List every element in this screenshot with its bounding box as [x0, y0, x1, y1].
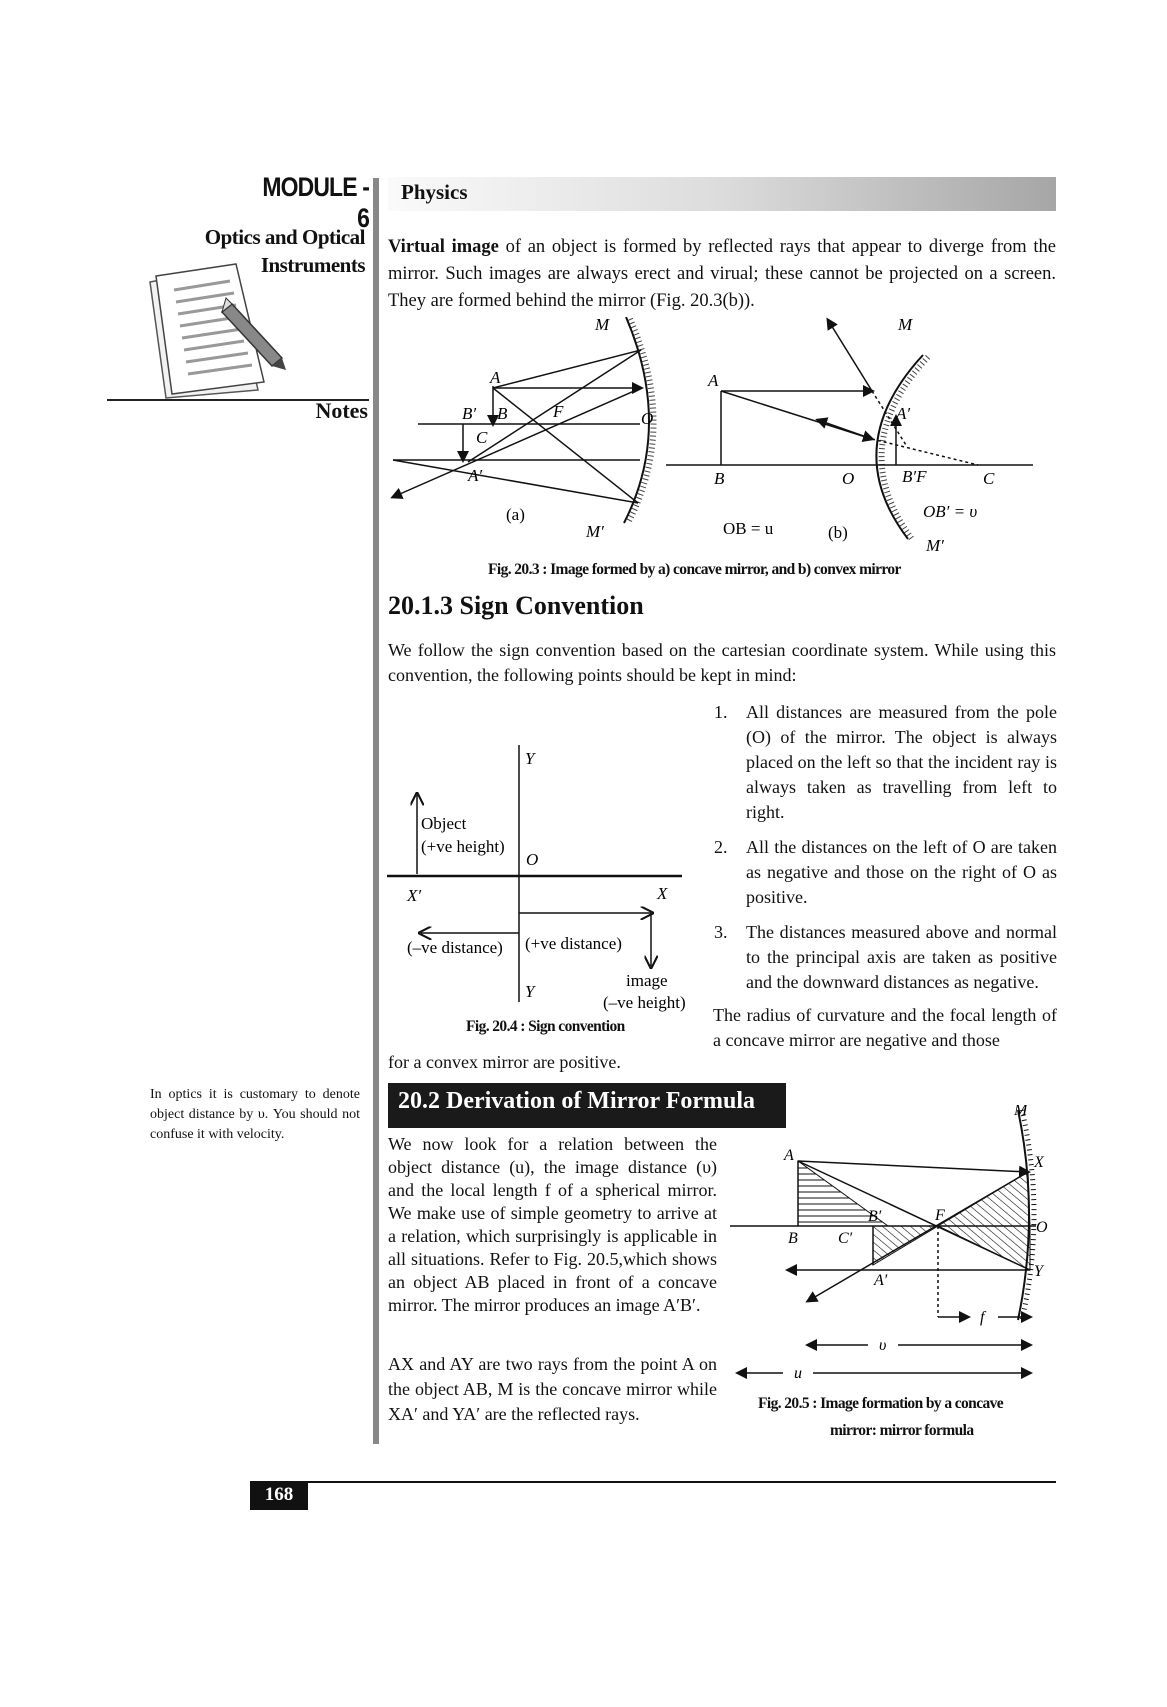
label-c-O: O: [1036, 1219, 1048, 1236]
label-O: O: [526, 850, 539, 869]
label-pos-height: (+ve height): [421, 837, 505, 856]
derivation-heading: 20.2 Derivation of Mirror Formula: [398, 1088, 756, 1114]
label-a-tag: (a): [506, 505, 525, 524]
label-pos-distance: (+ve distance): [525, 934, 622, 953]
label-image: image: [626, 971, 668, 990]
virtual-image-paragraph: Virtual image of an object is formed by reflected rays that appear to diverge from the mirror. Such images are always erect and virual; these cannot be projected on a screen. They are formed behind the mirror (Fig. 20.3(b)).: [388, 237, 1056, 311]
label-a-B: B: [497, 404, 508, 423]
label-c-A: A: [784, 1147, 794, 1164]
label-b-obv: OB′ = υ: [923, 502, 978, 521]
label-c-u: u: [794, 1365, 802, 1382]
figure-20-3a: [393, 317, 654, 523]
sign-convention-intro: We follow the sign convention based on the cartesian coordinate system. While using this convention, the following points should be kept in mind:: [388, 640, 1056, 685]
label-a-Mp: M′: [586, 522, 604, 541]
label-c-v: υ: [879, 1337, 887, 1354]
radius-paragraph: The radius of curvature and the focal length of a concave mirror are negative and those: [713, 1005, 1057, 1050]
label-c-Y: Y: [1034, 1263, 1043, 1280]
figure-20-5: [728, 1105, 1058, 1390]
label-b-obu: OB = u: [723, 519, 774, 538]
list-item: 2. All the distances on the left of O are taken as negative and those on the right of O as positive.: [714, 837, 1057, 907]
footer-rule: [250, 1481, 1056, 1483]
label-neg-distance: (–ve distance): [407, 938, 503, 957]
label-b-tag: (b): [828, 523, 848, 542]
label-b-B: B: [714, 469, 725, 488]
figure-20-4: [385, 740, 695, 1015]
label-c-B: B: [788, 1230, 798, 1247]
label-a-F: F: [553, 402, 564, 421]
side-note: In optics it is customary to denote object distance by υ. You should not confuse it with velocity.: [150, 1087, 360, 1142]
label-c-Ap: A′: [874, 1272, 888, 1289]
fig-20-4-caption: Fig. 20.4 : Sign convention: [466, 1018, 625, 1035]
label-b-M: M: [898, 317, 913, 334]
label-c-X: X: [1034, 1154, 1044, 1171]
margin-bar: [373, 178, 379, 1444]
module-label: MODULE - 6: [262, 172, 369, 233]
sign-convention-heading: 20.1.3 Sign Convention: [388, 591, 644, 620]
derivation-paragraph-2: AX and AY are two rays from the point A on the object AB, M is the concave mirror while XA′ and YA′ are the reflected rays.: [388, 1354, 717, 1424]
section-title: Optics and Optical Instruments: [204, 225, 365, 277]
sign-convention-list: [710, 700, 1057, 1005]
label-a-Ap: A′: [468, 466, 483, 485]
label-b-O: O: [842, 469, 855, 488]
label-c-F: F: [935, 1207, 945, 1224]
fig-20-5-caption-1: Fig. 20.5 : Image formation by a concave: [758, 1395, 1004, 1412]
figure-20-3: [388, 317, 1058, 552]
derivation-paragraph-1: We now look for a relation between the object distance (u), the image distance (υ) and the local length f of a spherical mirror. We make use of simple geometry to arrive at a relation, which surprisingly is applicable in all situations. Refer to Fig. 20.5,which shows an object AB placed in front of a concave mirror. The mirror produces an image A′B′.: [388, 1134, 717, 1315]
convex-sentence: for a convex mirror are positive.: [388, 1052, 621, 1072]
fig-20-3-caption: Fig. 20.3 : Image formed by a) concave mirror, and b) convex mirror: [488, 561, 901, 578]
label-Xp: X′: [407, 886, 422, 905]
label-b-BpF: B′F: [902, 467, 927, 486]
page-number: 168: [264, 1484, 294, 1505]
label-neg-height: (–ve height): [603, 993, 686, 1012]
label-b-C: C: [983, 469, 995, 488]
label-b-A: A: [708, 371, 719, 390]
label-a-M: M: [595, 317, 610, 334]
label-object: Object: [421, 814, 467, 833]
label-c-M: M: [1014, 1105, 1028, 1119]
label-Y-top: Y: [525, 749, 535, 768]
fig-20-5-caption-2: mirror: mirror formula: [830, 1422, 974, 1439]
label-a-C: C: [476, 428, 488, 447]
figure-20-3b: [666, 320, 1033, 539]
notes-icon: [138, 262, 288, 402]
label-c-f: f: [980, 1309, 985, 1326]
label-X: X: [657, 884, 668, 903]
subject-title: Physics: [401, 180, 468, 204]
label-a-A: A: [490, 368, 501, 387]
label-b-Mp: M′: [926, 536, 944, 552]
list-item: 3. The distances measured above and normal to the principal axis are taken as positive and the downward distances as negative.: [714, 922, 1057, 992]
label-a-Bp: B′: [462, 404, 477, 423]
label-a-O: O: [641, 409, 654, 428]
label-b-Ap: A′: [896, 404, 911, 423]
label-Y-bottom: Y: [525, 982, 535, 1001]
label-c-Cp: C′: [838, 1230, 853, 1247]
label-c-Bp: B′: [868, 1208, 882, 1225]
notes-label: Notes: [315, 398, 368, 423]
header-bar: [388, 177, 1056, 211]
list-item: 1. All distances are measured from the pole (O) of the mirror. The object is always placed on the left so that the incident ray is always taken as travelling from left to right.: [714, 702, 1057, 822]
